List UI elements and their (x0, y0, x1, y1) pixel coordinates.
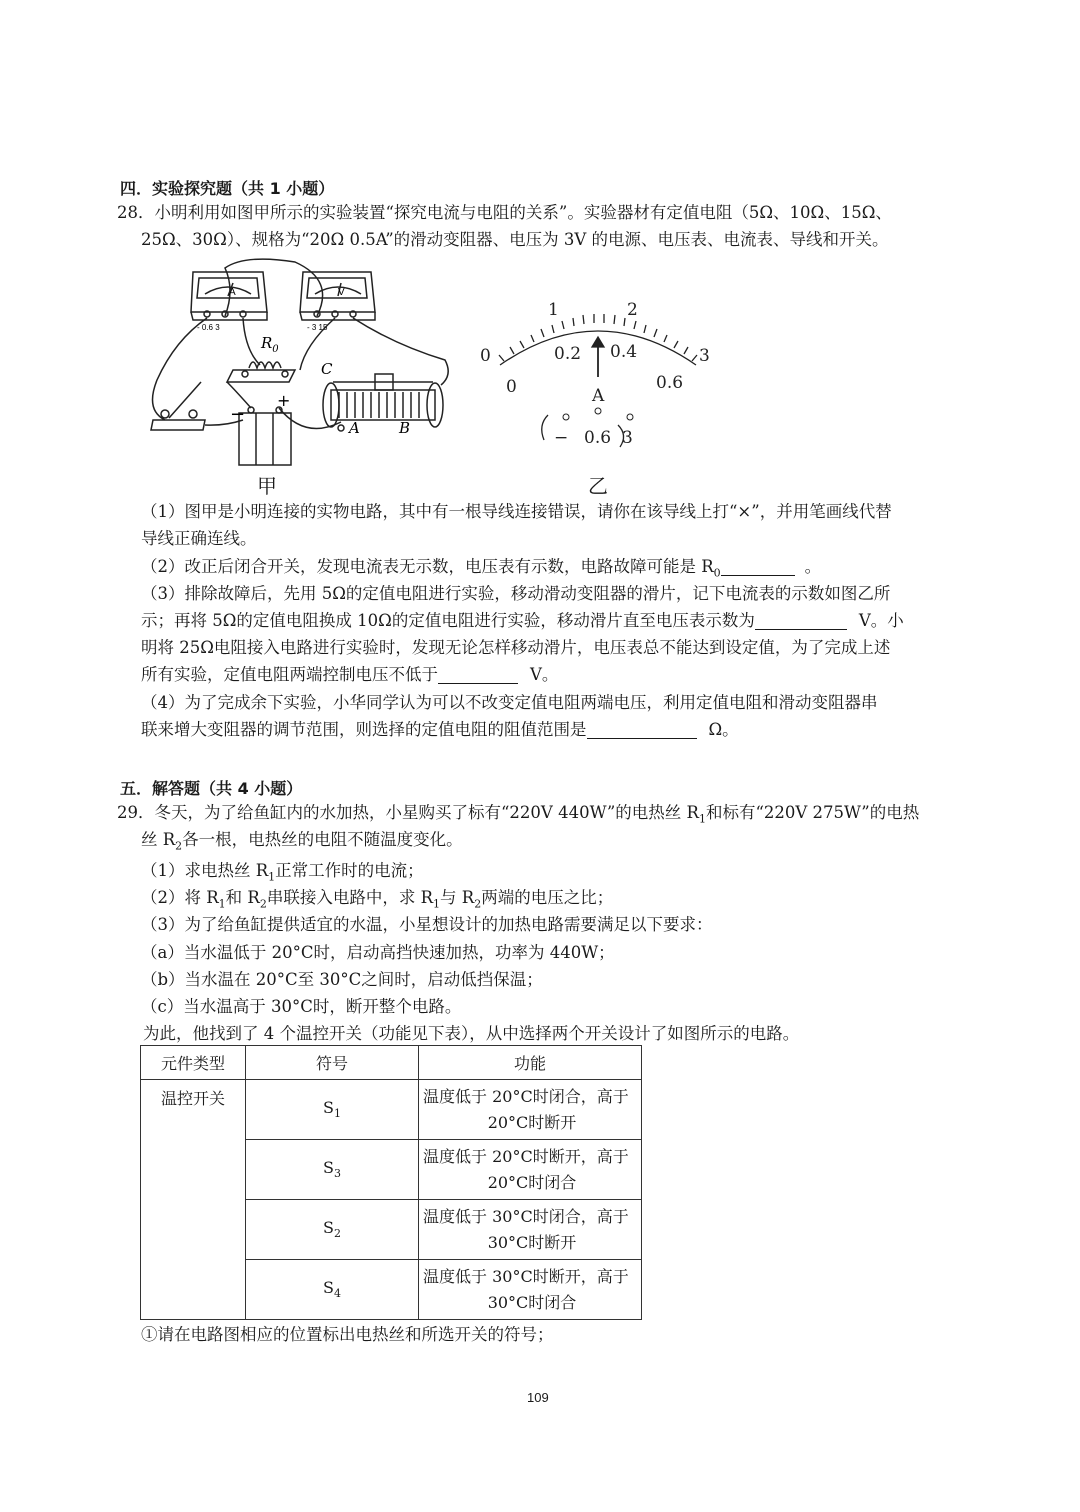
battery-minus-sign: − (230, 404, 246, 425)
section-heading: 四．实验探究题（共 1 小题） (120, 179, 335, 198)
inner-tick-0-2: 0.2 (554, 344, 582, 364)
battery-plus-sign: + (277, 391, 291, 410)
q29-stem-line2: 丝 $R_2$各一根，电热丝的电阻不随温度变化。 (141, 830, 463, 853)
table-header-row (141, 1046, 642, 1080)
voltmeter-letter: V (338, 287, 345, 298)
q29-stem-line1: 29．冬天，为了给鱼缸内的水加热，小星购买了标有“220V 440W”的电热丝 $R_1$和标有“220V 275W”的电热 (117, 803, 920, 826)
outer-tick-1: 1 (548, 300, 559, 320)
function-cell: 温度低于 30°C时闭合，高于 30°C时断开 (419, 1200, 642, 1260)
terminal-minus-post (563, 414, 569, 420)
terminal-06-label: 0.6 (584, 428, 612, 448)
q29-part1: （1）求电热丝 $R_1$正常工作时的电流； (141, 861, 424, 884)
terminal-3-label: 3 (622, 428, 633, 448)
point-c-label: C (321, 360, 333, 378)
ammeter-terminals: - 0.6 3 (197, 323, 220, 332)
outer-tick-3: 3 (699, 346, 710, 366)
table-header: 符号 (246, 1046, 419, 1080)
q29-condition-b: （b）当水温在 20°C至 30°C之间时，启动低挡保温； (141, 970, 543, 989)
outer-tick-2: 2 (627, 300, 638, 320)
answer-blank (755, 611, 847, 630)
ammeter-dial-figure-yi (470, 295, 730, 455)
figure-jia-label: 甲 (257, 474, 277, 498)
q28-part1-line1: （1）图甲是小明连接的实物电路，其中有一根导线连接错误，请你在该导线上打“×”，并用笔画线代替 (141, 502, 892, 521)
terminal-minus-label: − (554, 428, 569, 448)
q29-condition-a: （a）当水温低于 20°C时，启动高挡快速加热，功率为 440W； (141, 943, 615, 962)
symbol-cell: $S_3$ (246, 1140, 419, 1200)
r0-label: $R_0$ (261, 334, 279, 355)
q28-stem-line2: 25Ω、30Ω）、规格为“20Ω 0.5A”的滑动变阻器、电压为 3V 的电源、电压表、电流表、导线和开关。 (141, 230, 889, 249)
thermostat-switch-table (140, 1045, 642, 1320)
answer-blank (721, 557, 795, 576)
section-heading: 五．解答题（共 4 小题） (120, 779, 303, 798)
answer-blank (438, 665, 518, 684)
symbol-cell: $S_2$ (246, 1200, 419, 1260)
q28-part1-line2: 导线正确连线。 (141, 529, 257, 548)
function-cell: 温度低于 20°C时断开，高于 20°C时闭合 (419, 1140, 642, 1200)
outer-tick-0: 0 (480, 346, 491, 366)
ammeter-letter: A (229, 287, 236, 298)
q28-part4-line2: 联来增大变阻器的调节范围，则选择的定值电阻的阻值范围是 Ω。 (141, 720, 739, 739)
symbol-cell: $S_4$ (246, 1260, 419, 1320)
q28-part2: （2）改正后闭合开关，发现电流表无示数，电压表有示数，电路故障可能是 $R_0$ 。 (141, 557, 822, 580)
circuit-figure-jia (135, 250, 475, 495)
point-a-label: A (349, 419, 360, 437)
function-cell: 温度低于 20°C时闭合，高于 20°C时断开 (419, 1080, 642, 1140)
voltmeter-terminals: - 3 15 (307, 323, 328, 332)
terminal-3-post (627, 414, 633, 420)
q28-part3-line4: 所有实验，定值电阻两端控制电压不低于 V。 (141, 665, 559, 684)
point-b-label: B (399, 419, 411, 437)
q28-part3-line1: （3）排除故障后，先用 5Ω的定值电阻进行实验，移动滑动变阻器的滑片，记下电流表的示数如图乙所 (141, 584, 891, 603)
q28-part3-line3: 明将 25Ω电阻接入电路进行实验时，发现无论怎样移动滑片，电压表总不能达到设定值，为了完成上述 (141, 638, 891, 657)
q28-part4-line1: （4）为了完成余下实验，小华同学认为可以不改变定值电阻两端电压，利用定值电阻和滑动变阻器串 (141, 693, 878, 712)
switch-base (151, 420, 205, 430)
table-header: 功能 (419, 1046, 642, 1080)
q29-part2: （2）将 $R_1$和 $R_2$串联接入电路中，求 $R_1$与 $R_2$两端的电压之比； (141, 888, 614, 911)
inner-tick-0: 0 (506, 377, 517, 397)
answer-blank (587, 720, 697, 739)
terminal-06-post (595, 408, 601, 414)
component-type-cell: 温控开关 (141, 1080, 246, 1320)
battery-pack (239, 413, 291, 465)
q28-stem-line1: 28．小明利用如图甲所示的实验装置“探究电流与电阻的关系”。实验器材有定值电阻（5Ω、10Ω、15Ω、 (117, 203, 892, 222)
inner-tick-0-6: 0.6 (656, 373, 684, 393)
q29-part3: （3）为了给鱼缸提供适宜的水温，小星想设计的加热电路需要满足以下要求： (141, 915, 713, 934)
symbol-cell: $S_1$ (246, 1080, 419, 1140)
q29-subquestion-1: ①请在电路图相应的位置标出电热丝和所选开关的符号； (141, 1325, 554, 1344)
page-number: 109 (527, 1390, 549, 1405)
figure-yi-label: 乙 (588, 474, 608, 498)
q29-condition-c: （c）当水温高于 30°C时，断开整个电路。 (141, 997, 462, 1016)
unit-label: A (592, 386, 605, 406)
table-row (141, 1080, 642, 1140)
q28-part3-line2: 示；再将 5Ω的定值电阻换成 10Ω的定值电阻进行实验，移动滑片直至电压表示数为 V。小 (141, 611, 904, 630)
q29-intro: 为此，他找到了 4 个温控开关（功能见下表），从中选择两个开关设计了如图所示的电路。 (143, 1024, 800, 1043)
function-cell: 温度低于 30°C时断开，高于 30°C时闭合 (419, 1260, 642, 1320)
inner-tick-0-4: 0.4 (610, 342, 638, 362)
resistor-r0-board (227, 370, 295, 382)
table-header: 元件类型 (141, 1046, 246, 1080)
